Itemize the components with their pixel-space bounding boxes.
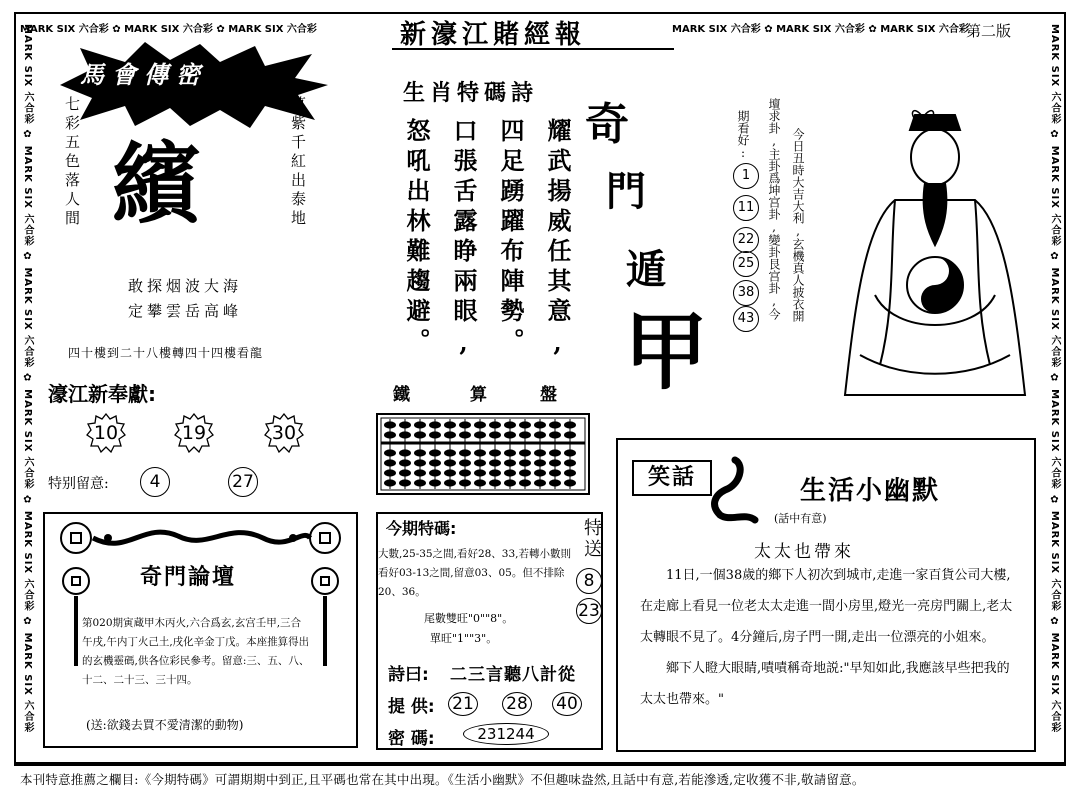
top-strip-left: MARK SIX 六合彩 ✿ MARK SIX 六合彩 ✿ MARK SIX 六合彩 [20,24,317,35]
abacus-illustration [376,413,590,495]
abacus-bead [384,459,396,466]
abacus-bead [444,421,456,428]
abacus-bead [489,421,501,428]
offer-number-3: 30 [264,413,304,453]
abacus-bead [444,469,456,476]
abacus-bead [384,431,396,438]
abacus-bead [504,449,516,456]
abacus-bead [429,479,441,486]
qimen-intro-3: 期看好: [736,110,750,160]
story-title: 太太也帶來 [754,542,854,562]
abacus-bead [399,431,411,438]
special-side-number-2: 23 [576,598,602,624]
lun-tan-body: 第020期寅蔵甲木丙火,六合爲玄,玄宫壬甲,三合午戌,午内丁火己土,戌化辛金丁戊。本座推算得出的玄機靈碼,供各位彩民參考。留意:三、五、八、十二、二十三、三十四。 [82,617,310,686]
abacus-bead [519,449,531,456]
abacus-bead [534,421,546,428]
abacus-title-2: 算 [470,385,487,405]
abacus-bead [384,469,396,476]
qimen-char-1: 奇 [585,99,629,150]
provide-number-1: 21 [448,692,478,716]
provide-number-3: 40 [552,692,582,716]
qimen-number-2: 11 [733,195,759,221]
abacus-bead [489,449,501,456]
abacus-bead [384,421,396,428]
abacus-bead [534,469,546,476]
abacus-bead [519,431,531,438]
abacus-bead [444,479,456,486]
humor-badge: 笑話 [632,460,712,496]
abacus-bead [414,469,426,476]
story-body [640,560,1014,715]
abacus-bead [534,449,546,456]
abacus-bead [534,459,546,466]
abacus-bead [564,479,576,486]
poem-line-1: 耀武揚威任其意, [543,118,572,363]
story-paragraph-2: 鄉下人瞪大眼睛,嘖嘖稱奇地説:"早知如此,我應該早些把我的太太也帶來。" [640,661,1010,707]
abacus-bead [444,431,456,438]
butterfly-icon [908,102,938,132]
abacus-title-1: 鐵 [393,385,410,405]
abacus-bead [459,459,471,466]
abacus-bead [564,449,576,456]
qimen-number-3: 22 [733,227,759,253]
special-side-label: 特送 [581,518,602,560]
abacus-bead [414,459,426,466]
right-strip: MARK SIX 六合彩 ✿ MARK SIX 六合彩 ✿ MARK SIX 六合彩 ✿ MARK SIX 六合彩 ✿ MARK SIX 六合彩 ✿ MARK SIX 六合彩 [1049,24,1060,734]
qimen-intro-1: 今日丑時大吉大利,玄機真人披衣開 [791,128,805,322]
abacus-bead [459,449,471,456]
special-number-2: 27 [228,467,258,497]
newspaper-title: 新濠江賭經報 [400,20,587,50]
abacus-bead [474,469,486,476]
abacus-bead [504,469,516,476]
abacus-bead [534,431,546,438]
abacus-bead [399,449,411,456]
password-label: 密 碼: [388,729,435,749]
abacus-bead [414,431,426,438]
abacus-bead [504,459,516,466]
footer-rule [14,764,1066,766]
top-strip-right: MARK SIX 六合彩 ✿ MARK SIX 六合彩 ✿ MARK SIX 六合彩 [672,24,969,35]
page-label: 第二版 [966,22,1012,40]
abacus-bead [549,479,561,486]
abacus-bead [444,449,456,456]
special-label: 特别留意: [48,476,109,492]
building-note: 四十樓到二十八樓轉四十四樓看龍 [68,346,264,360]
abacus-bead [504,479,516,486]
head-line: 單旺"1""3"。 [430,632,498,645]
abacus-bead [429,449,441,456]
abacus-bead [519,421,531,428]
abacus-bead [549,469,561,476]
abacus-bead [519,459,531,466]
brush-stroke-decoration [700,450,760,530]
abacus-bead [474,459,486,466]
special-code-body: 大數,25-35之間,看好28、33,若轉小數則看好03-13之間,留意03、05。但不排除20、36。 [378,548,572,598]
abacus-bead [489,469,501,476]
burst-text: 馬會傳密 [80,60,208,89]
abacus-bead [564,421,576,428]
abacus-title-3: 盤 [540,385,557,405]
abacus-bead [399,469,411,476]
abacus-bead [429,469,441,476]
abacus-bead [444,459,456,466]
abacus-bead [414,421,426,428]
abacus-bead [399,479,411,486]
lun-tan-footer: (送:欲錢去買不愛清潔的動物) [86,718,244,732]
abacus-bead [564,469,576,476]
lun-tan-title: 奇門論壇 [140,565,237,590]
abacus-bead [429,421,441,428]
couplet-line-2: 定攀雲岳高峰 [128,302,243,320]
couplet-line-1: 敢探烟波大海 [128,277,243,295]
abacus-bead [564,431,576,438]
abacus-bead [534,479,546,486]
story-paragraph-1: 11日,一個38歲的鄉下人初次到城市,走進一家百貨公司大樓,在走廊上看見一位老太太走進一間小房里,燈光一亮房門關上,老太太轉眼不見了。4分鐘后,房子門一開,走出一位漂亮的小姐來。 [640,568,1013,645]
humor-subtitle: (話中有意) [774,512,827,525]
abacus-bead [504,421,516,428]
provide-number-2: 28 [502,692,532,716]
provide-label: 提 供: [388,697,435,717]
left-strip: MARK SIX 六合彩 ✿ MARK SIX 六合彩 ✿ MARK SIX 六合彩 ✿ MARK SIX 六合彩 ✿ MARK SIX 六合彩 ✿ MARK SIX 六合彩 [22,24,33,734]
special-code-title: 今期特碼: [386,519,457,538]
abacus-bead [429,431,441,438]
tail-line: 尾數雙旺"0""8"。 [424,612,514,625]
offer-title: 濠江新奉獻: [48,382,156,406]
special-number-1: 4 [140,467,170,497]
abacus-bead [399,459,411,466]
poem-text: 二三言聽八計從 [450,665,576,685]
footer-text: 本刊特意推薦之欄目:《今期特碼》可謂期期中到正,且平碼也常在其中出現。《生活小幽默》不但趣味盎然,且話中有意,若能滲透,定收獲不非,敬請留意。 [20,772,865,787]
abacus-bead [564,459,576,466]
abacus-bead [489,479,501,486]
abacus-bead [429,459,441,466]
title-rule [392,48,674,50]
sage-illustration [835,105,1035,415]
abacus-bead [549,459,561,466]
abacus-bead [384,449,396,456]
offer-number-2: 19 [174,413,214,453]
qimen-char-2: 門 [606,169,646,215]
big-character: 繽 [112,132,201,236]
right-vertical-text: 萬紫千紅出泰地 [289,96,307,229]
poem-line-2: 四足踴躍布陣勢。 [496,118,525,358]
abacus-bead [549,421,561,428]
qimen-char-4: 甲 [624,303,709,401]
abacus-bead [384,479,396,486]
qimen-number-5: 38 [733,280,759,306]
poem-label: 詩曰: [388,665,429,685]
password-value: 231244 [463,723,549,745]
qimen-number-6: 43 [733,306,759,332]
abacus-bead [414,479,426,486]
abacus-bead [474,421,486,428]
abacus-bead [474,479,486,486]
abacus-bead [459,479,471,486]
poem-line-4: 怒吼出林難趨避。 [402,118,431,358]
abacus-bead [504,431,516,438]
abacus-bead [414,449,426,456]
abacus-bead [399,421,411,428]
abacus-bead [489,459,501,466]
abacus-bead [459,431,471,438]
abacus-bead [519,479,531,486]
abacus-bead [474,431,486,438]
abacus-bead [459,469,471,476]
qimen-char-3: 遁 [626,247,666,293]
poem-line-3: 口張舌露睁兩眼, [449,118,478,363]
abacus-bead [549,449,561,456]
offer-number-1: 10 [86,413,126,453]
poem-title: 生肖特碼詩 [403,81,539,106]
abacus-bead [459,421,471,428]
left-vertical-text: 七彩五色落人間 [63,96,81,229]
abacus-bead [549,431,561,438]
humor-title: 生活小幽默 [800,476,941,506]
qimen-number-1: 1 [733,163,759,189]
special-side-number-1: 8 [576,568,602,594]
abacus-bead [519,469,531,476]
qimen-intro-2: 壇求卦,主卦爲坤宫卦,變卦艮宫卦,今 [767,98,781,320]
qimen-number-4: 25 [733,251,759,277]
abacus-bead [489,431,501,438]
abacus-bead [474,449,486,456]
